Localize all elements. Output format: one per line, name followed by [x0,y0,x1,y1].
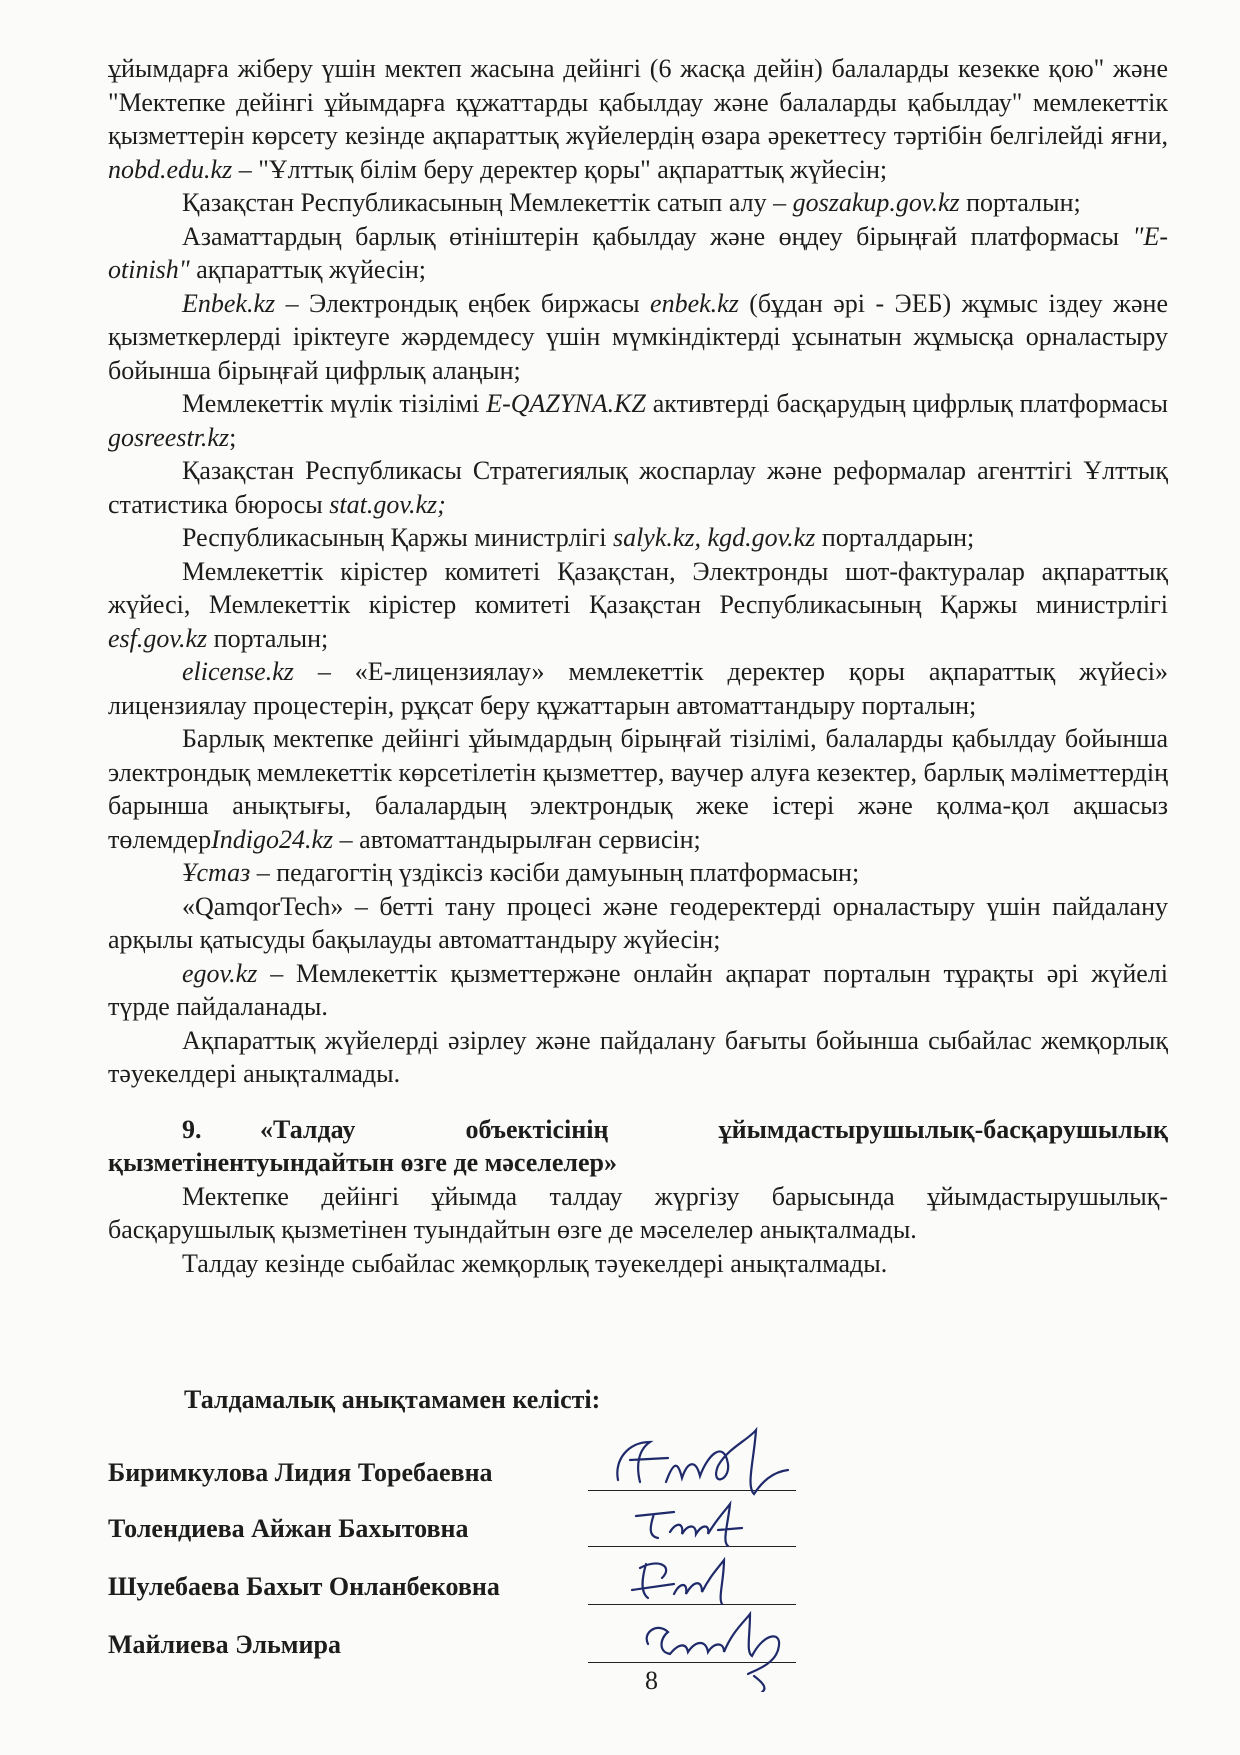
compiled-label: Талдамалық анықтамамен келісті: [184,1385,601,1414]
paragraph-1: ұйымдарға жіберу үшін мектеп жасына дейінгі (6 жасқа дейін) балаларды кезекке қою" және "Мектепке дейінгі ұйымдарға құжаттарды қабылдау және балаларды қабылдау" мемлекеттік қызметтерін көрсету кезінде ақпараттық жүйелердің өзара әрекеттесу тәртібін белгілейді яғни, nobd.edu.kz – "Ұлттық білім беру деректер қоры" ақпараттық жүйесін; [108,54,1168,184]
paragraph-qamqortech: «QamqorTech» – бетті тану процесі және геодеректерді орналастыру үшін пайдалану арқылы қатысуды бақылауды автоматтандыру жүйесін; [108,891,1168,954]
page-number: 8 [645,1666,658,1695]
paragraph-egov: egov.kz – Мемлекеттік қызметтержәне онлайн ақпарат порталын тұрақты әрі жүйелі түрде пайдаланады. [108,958,1169,1021]
signature-mark [578,1592,838,1692]
signatory-name: Толендиева Айжан Бахытовна [108,1514,469,1543]
link-nobd: nobd.edu.kz [108,154,233,184]
paragraph-ustaz: Ұстаз – педагогтің үздіксіз кәсіби дамуының платформасын; [182,858,860,887]
paragraph-no-issues: Мектепке дейінгі ұйымда талдау жүргізу барысында ұйымдастырушылық-басқарушылық қызметінен туындайтын өзге де мәселелер анықталмады. [108,1181,1168,1244]
document-body [108,52,1168,1280]
signatory-name: Биримкулова Лидия Торебаевна [108,1458,493,1487]
signature-row-4 [108,1630,808,1670]
paragraph-gosreestr: Мемлекеттік мүлік тізілімі E-QAZYNA.KZ активтерді басқарудың цифрлық платформасы gosreestr.kz; [108,389,1169,452]
paragraph-indigo: Барлық мектепке дейінгі ұйымдардың бірыңғай тізілімі, балаларды қабылдау бойынша электрондық мемлекеттік көрсетілетін қызметтер, ваучер алуға кезектер, барлық мәліметтердің барынша анықтығы, балалардың электрондық жеке істері және қолма-қол ақшасыз төлемдерIndigo24.kz – автоматтандырылған сервисін; [108,724,1168,854]
paragraph-risks: Ақпараттық жүйелерді әзірлеу және пайдалану бағыты бойынша сыбайлас жемқорлық тәуекелдері анықталмады. [108,1025,1168,1088]
paragraph-esf: Мемлекеттік кірістер комитеті Қазақстан, Электронды шот-фактуралар ақпараттық жүйесі, Мемлекеттік кірістер комитеті Қазақстан Республикасының Қаржы министрлігі esf.gov.kz порталын; [108,556,1168,653]
paragraph-enbek: Enbek.kz – Электрондық еңбек биржасы enbek.kz (бұдан әрі - ЭЕБ) жұмыс іздеу және қызметкерлерді іріктеуге жәрдемдесу үшін мүмкіндіктерді ұсынатын жұмысқа орналастыру бойынша бірыңғай цифрлық алаңын; [108,288,1169,385]
paragraph-no-risks: Талдау кезінде сыбайлас жемқорлық тәуекелдері анықталмады. [182,1248,888,1278]
paragraph-elicense: elicense.kz – «Е-лицензиялау» мемлекеттік деректер қоры ақпараттық жүйесі» лицензиялау процестерін, рұқсат беру құжаттарын автоматтандыру порталын; [108,657,1168,720]
signatory-name: Шулебаева Бахыт Онланбековна [108,1572,500,1601]
signatory-name: Майлиева Эльмира [108,1630,341,1659]
paragraph-eotinish: Азаматтардың барлық өтініштерін қабылдау және өңдеу бірыңғай платформасы "E-otinish" ақпараттық жүйесін; [108,221,1169,284]
section-heading-9: 9. «Талдау объектісінің ұйымдастырушылық-басқарушылық қызметінентуындайтын өзге де мәселелер» [108,1114,1168,1177]
paragraph-goszakup: Қазақстан Республикасының Мемлекеттік сатып алу – goszakup.gov.kz порталын; [182,188,1081,217]
paragraph-stat: Қазақстан Республикасы Стратегиялық жоспарлау және реформалар агенттігі Ұлттық статистика бюросы stat.gov.kz; [108,456,1168,519]
paragraph-salyk: Республикасының Қаржы министрлігі salyk.kz, kgd.gov.kz порталдарын; [182,523,975,552]
